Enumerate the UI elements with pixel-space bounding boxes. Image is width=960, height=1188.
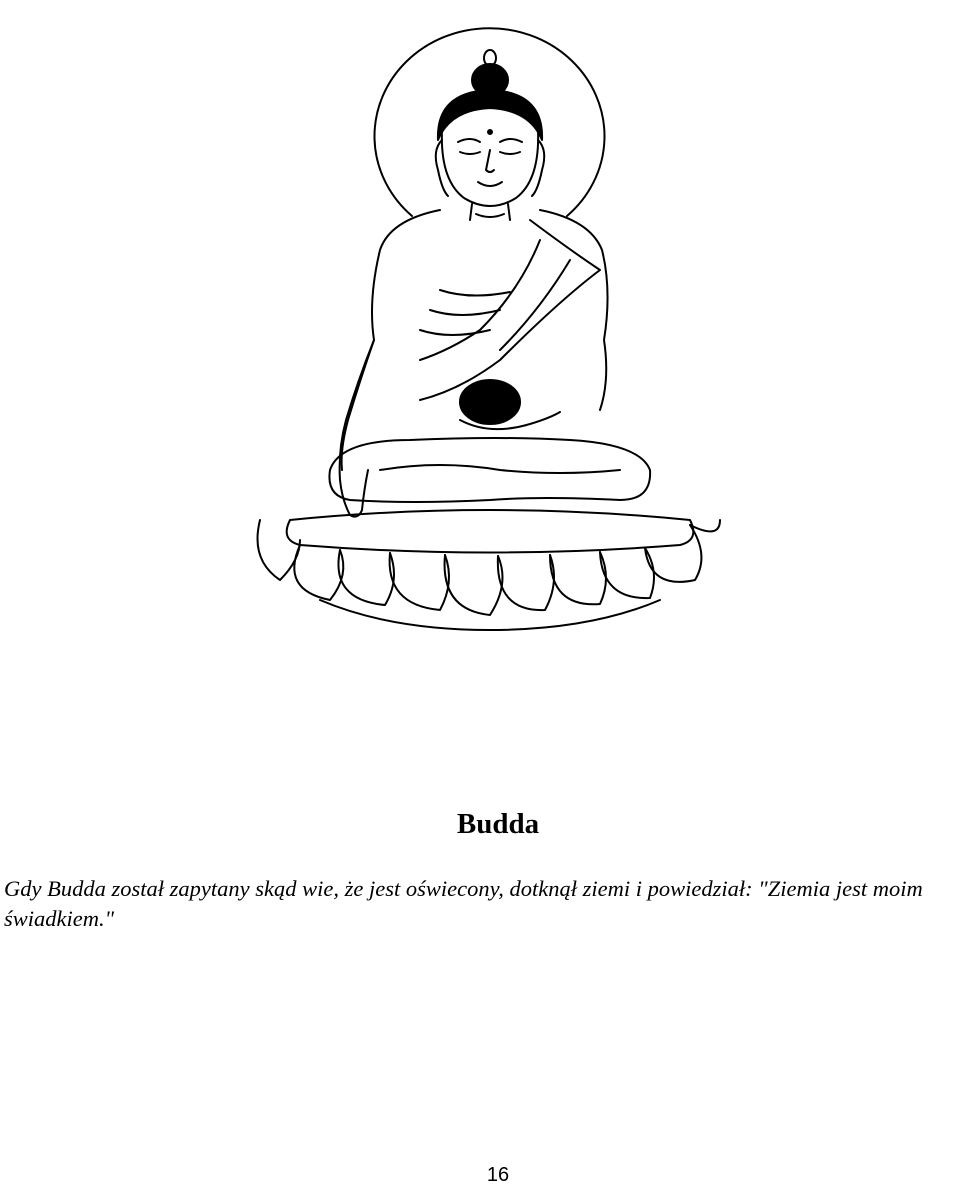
right-arm xyxy=(340,340,374,517)
buddha-illustration xyxy=(240,0,740,640)
face xyxy=(442,130,538,206)
page-title: Budda xyxy=(456,808,540,840)
halo xyxy=(375,28,605,216)
lotus-base-top xyxy=(287,510,694,553)
page-number: 16 xyxy=(486,1164,510,1186)
legs xyxy=(329,438,650,502)
lotus-petals xyxy=(258,520,721,630)
torso xyxy=(342,210,440,470)
alms-bowl xyxy=(460,380,520,424)
caption-text: Gdy Budda został zapytany skąd wie, że jest oświecony, dotknął ziemi i powiedział: "Ziemia jest moim świadkiem." xyxy=(4,876,923,931)
